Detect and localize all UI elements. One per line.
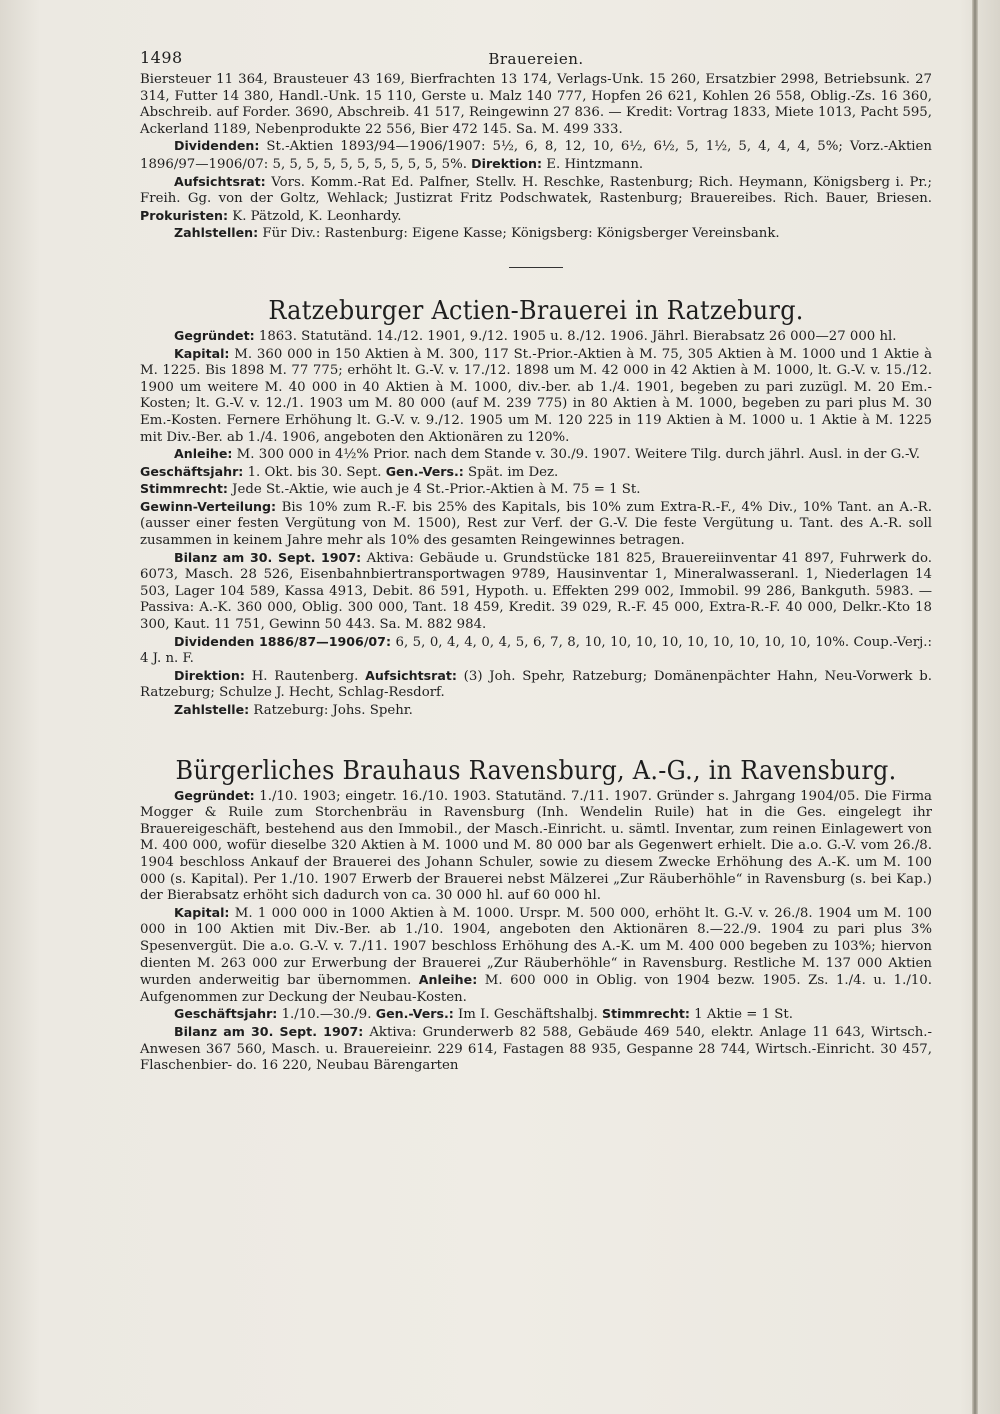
page-content	[140, 40, 932, 1075]
entry-geschaeftsjahr: Geschäftsjahr: 1. Okt. bis 30. Sept. Gen.-Vers.: Spät. im Dez.	[140, 463, 559, 480]
entry-gegruendet: Gegründet: 1./10. 1903; eingetr. 16./10. 1903. Statutänd. 7./11. 1907. Gründer s. Jahrgang 1904/05. Die Firma Mogger & Ruile zum Storchenbräu in Ravensburg (Inh. Wendelin Ruile) hat in die Ges. eingelegt ihr Brauereigeschäft, bestehend aus den Immobil., der Masch.-Einricht. u. sämtl. Inventar, zum reinen Einlagewert von M. 400 000, wofür dieselbe 320 Aktien à M. 1000 und M. 80 000 bar als Gegenwert erhielt. Die a.o. G.-V. vom 26./8. 1904 beschloss Ankauf der Brauerei des Johann Schuler, sowie zu diesem Zwecke Erhöhung des A.-K. um M. 100 000 (s. Kapital). Per 1./10. 1907 Erwerb der Brauerei nebst Mälzerei „Zur Räuberhöhle“ in Ravensburg (s. bei Kap.) der Bierabsatz erhöht sich dadurch von ca. 30 000 hl. auf 60 000 hl.	[140, 787, 932, 904]
page-number: 1498	[140, 48, 183, 67]
section-title: Ratzeburger Actien-Brauerei in Ratzeburg.	[268, 295, 804, 326]
entry-anleihe: Anleihe: M. 300 000 in 4½% Prior. nach dem Stande v. 30./9. 1907. Weitere Tilg. durch jährl. Ausl. in der G.-V.	[174, 446, 920, 463]
entry-geschaeftsjahr: Geschäftsjahr: 1./10.—30./9. Gen.-Vers.: Im I. Geschäftshalbj. Stimmrecht: 1 Aktie = 1 St.	[174, 1006, 793, 1023]
entry-gewinn-verteilung: Gewinn-Verteilung: Bis 10% zum R.-F. bis 25% des Kapitals, bis 10% zum Extra-R.-F., 4% Div., 10% Tant. an A.-R. (ausser einer festen Vergütung von M. 1500), Rest zur Verf. der G.-V. Die feste Vergütung u. Tant. des A.-R. soll zusammen in keinem Jahre mehr als 10% des gesamten Reingewinnes betragen.	[140, 498, 932, 549]
entry-direktion: Direktion: H. Rautenberg. Aufsichtsrat: (3) Joh. Spehr, Ratzeburg; Domänenpächter Hahn, Neu-Vorwerk b. Ratzeburg; Schulze J. Hecht, Schlag-Resdorf.	[140, 667, 933, 701]
entry-zahlstelle: Zahlstelle: Ratzeburg: Johs. Spehr.	[174, 702, 413, 718]
entry-bilanz: Bilanz am 30. Sept. 1907: Aktiva: Grunderwerb 82 588, Gebäude 469 540, elektr. Anlage 11 643, Wirtsch.-Anwesen 367 560, Masch. u. Brauereieinr. 229 614, Fastagen 88 935, Gespanne 28 744, Wirtsch.-Einricht. 30 457, Flaschenbier- do. 16 220, Neubau Bärengarten	[140, 1023, 933, 1074]
entry-kapital: Kapital: M. 360 000 in 150 Aktien à M. 300, 117 St.-Prior.-Aktien à M. 75, 305 Aktien à M. 1000 und 1 Aktie à M. 1225. Bis 1898 M. 77 775; erhöht lt. G.-V. v. 17./12. 1898 um M. 42 000 in 42 Aktien à M. 1000, lt. G.-V. v. 15./12. 1900 um weitere M. 40 000 in 40 Aktien à M. 1000, div.-ber. ab 1./4. 1901, begeben zu pari zuzügl. M. 20 Em.-Kosten; lt. G.-V. v. 12./1. 1903 um M. 80 000 (auf M. 239 775) in 80 Aktien à M. 1000, begeben zu pari plus M. 30 Em.-Kosten. Fernere Erhöhung lt. G.-V. v. 9./12. 1905 um M. 120 225 in 119 Aktien à M. 1000 u. 1 Aktie à M. 1225 mit Div.-Ber. ab 1./4. 1906, angeboten den Aktionären zu 120%.	[140, 345, 932, 445]
running-title: Brauereien.	[488, 50, 584, 68]
intro-paragraph: Biersteuer 11 364, Brausteuer 43 169, Bierfrachten 13 174, Verlags-Unk. 15 260, Ersatzbier 2998, Betriebsunk. 27 314, Futter 14 380, Handl.-Unk. 15 110, Gerste u. Malz 140 777, Hopfen 26 621, Kohlen 26 558, Oblig.-Zs. 16 360, Abschreib. auf Forder. 3690, Abschreib. 41 517, Reingewinn 27 836. — Kredit: Vortrag 1833, Miete 1013, Pacht 595, Ackerland 1189, Nebenprodukte 22 556, Bier 472 145. Sa. M. 499 333.	[140, 72, 932, 137]
page-edge-shadow	[972, 0, 978, 1414]
entry-bilanz: Bilanz am 30. Sept. 1907: Aktiva: Gebäude u. Grundstücke 181 825, Brauereiinventar 41 897, Fuhrwerk do. 6073, Masch. 28 526, Eisenbahnbiertransportwagen 9789, Hausinventar 1, Mineralwasseranl. 1, Niederlagen 14 503, Lager 104 589, Kassa 4913, Debit. 86 591, Hypoth. u. Effekten 299 002, Immobil. 99 286, Bankguth. 5983. — Passiva: A.-K. 360 000, Oblig. 300 000, Tant. 18 459, Kredit. 39 029, R.-F. 45 000, Extra-R.-F. 40 000, Delkr.-Kto 18 300, Kaut. 11 751, Gewinn 50 443. Sa. M. 882 984.	[140, 549, 932, 633]
section-ratzeburger	[140, 294, 932, 720]
label-dividenden: Dividenden:	[174, 138, 260, 154]
intro-zahlstellen: Zahlstellen: Für Div.: Rastenburg: Eigene Kasse; Königsberg: Königsberger Vereinsbank.	[174, 225, 780, 242]
intro-aufsichtsrat: Aufsichtsrat: Vors. Komm.-Rat Ed. Palfner, Stellv. H. Reschke, Rastenburg; Rich. Heymann, Königsberg i. Pr.; Freih. Gg. von der Goltz, Wehlack; Justizrat Fritz Podschwatek, Rastenburg; Brauereibes. Rich. Bauer, Briesen. Prokuristen: K. Pätzold, K. Leonhardy.	[140, 173, 932, 224]
intro-dividenden: Dividenden: St.-Aktien 1893/94—1906/1907: 5½, 6, 8, 12, 10, 6½, 6½, 5, 1½, 5, 4, 4, 4, 5%; Vorz.-Aktien 1896/97—1906/07: 5, 5, 5, 5, 5, 5, 5, 5, 5, 5, 5%. Direktion: E. Hintzmann.	[140, 138, 932, 172]
entry-dividenden: Dividenden 1886/87—1906/07: 6, 5, 0, 4, 4, 0, 4, 5, 6, 7, 8, 10, 10, 10, 10, 10, 10, 10, 10, 10, 10%. Coup.-Verj.: 4 J. n. F.	[140, 633, 932, 667]
entry-stimmrecht: Stimmrecht: Jede St.-Aktie, wie auch je 4 St.-Prior.-Aktien à M. 75 = 1 St.	[140, 481, 641, 498]
entry-kapital: Kapital: M. 1 000 000 in 1000 Aktien à M. 1000. Urspr. M. 500 000, erhöht lt. G.-V. v. 26./8. 1904 um M. 100 000 in 100 Aktien mit Div.-Ber. ab 1./10. 1904, angeboten den Aktionären 8.—22./9. 1904 zu pari plus 3% Spesenvergüt. Die a.o. G.-V. v. 7./11. 1907 beschloss Erhöhung des A.-K. um M. 400 000 begeben zu 103%; hiervon dienten M. 263 000 zur Erwerbung der Brauerei „Zur Räuberhöhle“ in Ravensburg. Restliche M. 137 000 Aktien wurden anderweitig bar übernommen. Anleihe: M. 600 000 in Oblig. von 1904 bezw. 1905. Zs. 1./4. u. 1./10. Aufgenommen zur Deckung der Neubau-Kosten.	[140, 904, 932, 1005]
section-divider	[509, 267, 563, 268]
label-direktion: Direktion:	[471, 155, 543, 171]
section-ravensburg	[140, 754, 932, 1075]
label-aufsichtsrat: Aufsichtsrat:	[174, 173, 266, 189]
section-title: Bürgerliches Brauhaus Ravensburg, A.-G., in Ravensburg.	[175, 755, 897, 786]
entry-gegruendet: Gegründet: 1863. Statutänd. 14./12. 1901, 9./12. 1905 u. 8./12. 1906. Jährl. Bierabsatz 26 000—27 000 hl.	[174, 327, 897, 344]
label-prokuristen: Prokuristen:	[140, 207, 229, 223]
running-head	[140, 40, 932, 72]
label-zahlstellen: Zahlstellen:	[174, 225, 259, 241]
